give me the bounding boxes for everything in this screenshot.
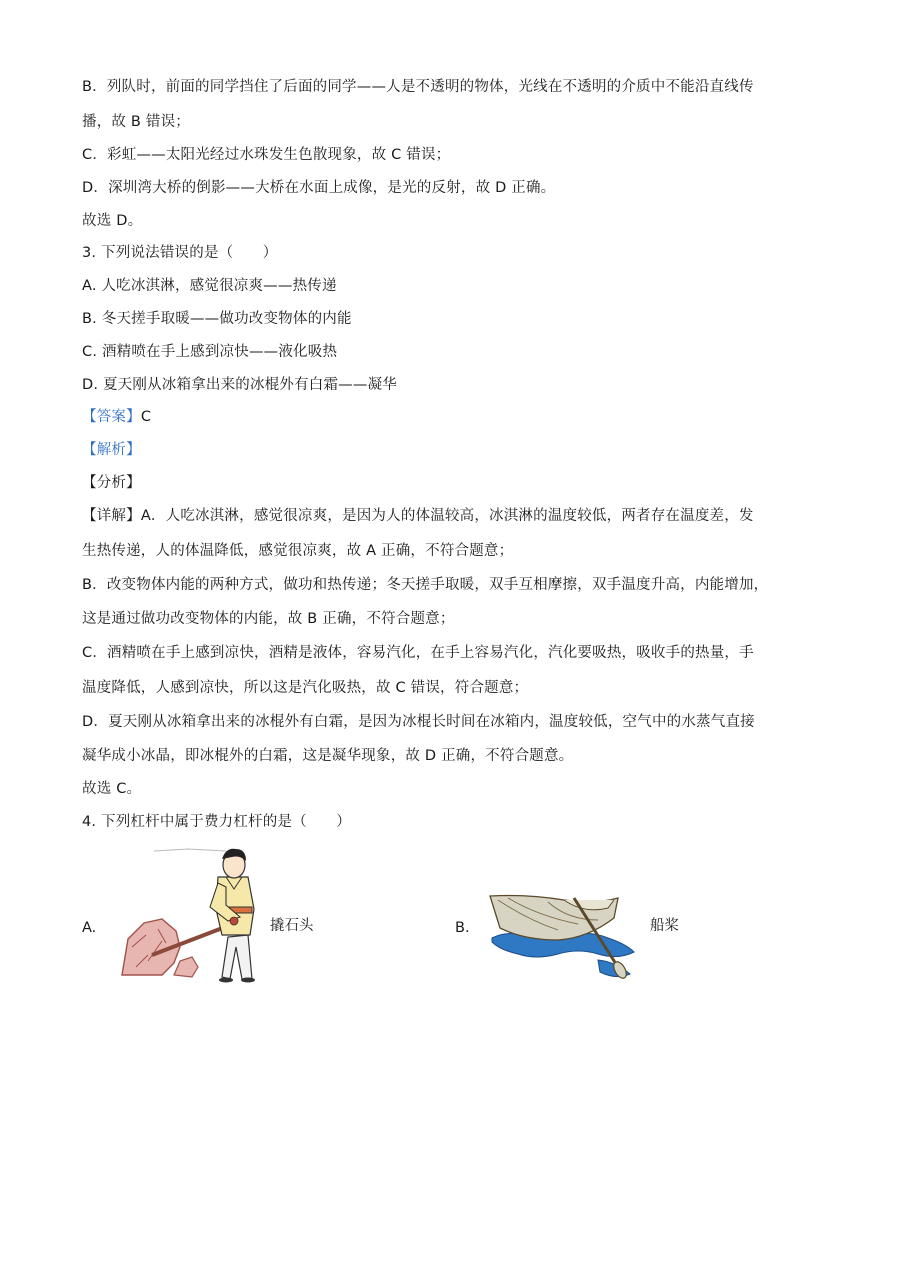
analysis-tag: 【解析】 [82, 442, 141, 458]
q4-option-a-label: A. [82, 920, 97, 936]
q4-option-b-label: B. [455, 920, 470, 936]
answer-tag: 【答案】 [82, 409, 141, 425]
prev-explanation-c-line: C．彩虹——太阳光经过水珠发生色散现象，故 C 错误； [82, 147, 451, 163]
prev-explanation-b-line1: B．列队时，前面的同学挡住了后面的同学——人是不透明的物体，光线在不透明的介质中不能沿直线传 [82, 79, 754, 95]
q3-answer-row [82, 407, 151, 427]
detail-b-line2: 这是通过做功改变物体的内能，故 B 正确，不符合题意； [82, 611, 455, 627]
detail-c-line1: C．酒精喷在手上感到凉快，酒精是液体，容易汽化，在手上容易汽化，汽化要吸热，吸收手的热量，手 [82, 645, 754, 661]
q3-option-a: A. 人吃冰淇淋，感觉很凉爽——热传递 [82, 278, 337, 294]
detail-tag: 【详解】 [82, 508, 141, 524]
q4-option-a-caption: 撬石头 [270, 918, 314, 934]
q4-stem: 4. 下列杠杆中属于费力杠杆的是（ ） [82, 814, 351, 830]
detail-d-line2: 凝华成小冰晶，即冰棍外的白霜，这是凝华现象，故 D 正确，不符合题意。 [82, 748, 574, 764]
q3-option-d: D. 夏天刚从冰箱拿出来的冰棍外有白霜——凝华 [82, 377, 397, 393]
answer-value: C [140, 409, 152, 425]
detail-c-line2: 温度降低，人感到凉快，所以这是汽化吸热，故 C 错误，符合题意； [82, 680, 529, 696]
detail-a-text: A．人吃冰淇淋，感觉很凉爽，是因为人的体温较高，冰淇淋的温度较低，两者存在温度差，发 [140, 508, 754, 524]
detail-d-line1: D．夏天刚从冰箱拿出来的冰棍外有白霜，是因为冰棍长时间在冰箱内，温度较低，空气中的水蒸气直接 [82, 714, 755, 730]
q3-conclusion: 故选 C。 [82, 781, 142, 797]
q4-option-b-caption: 船桨 [650, 918, 679, 934]
boat-oar-illustration [488, 890, 640, 982]
prev-explanation-b-line2: 播，故 B 错误； [82, 114, 190, 130]
prev-conclusion: 故选 D。 [82, 213, 143, 229]
q3-option-c: C. 酒精喷在手上感到凉快——液化吸热 [82, 344, 338, 360]
q3-option-b: B. 冬天搓手取暖——做功改变物体的内能 [82, 311, 352, 327]
q3-stem: 3. 下列说法错误的是（ ） [82, 245, 278, 261]
prev-explanation-d-line: D．深圳湾大桥的倒影——大桥在水面上成像，是光的反射，故 D 正确。 [82, 180, 556, 196]
detail-b-line1: B．改变物体内能的两种方式，做功和热传递；冬天搓手取暖，双手互相摩擦，双手温度升高，内能增加， [82, 577, 769, 593]
detail-a-line1 [82, 506, 754, 526]
detail-a-line2: 生热传递，人的体温降低，感觉很凉爽，故 A 正确，不符合题意； [82, 543, 514, 559]
lever-rock-illustration [118, 843, 268, 983]
fenxi-tag: 【分析】 [82, 475, 141, 491]
